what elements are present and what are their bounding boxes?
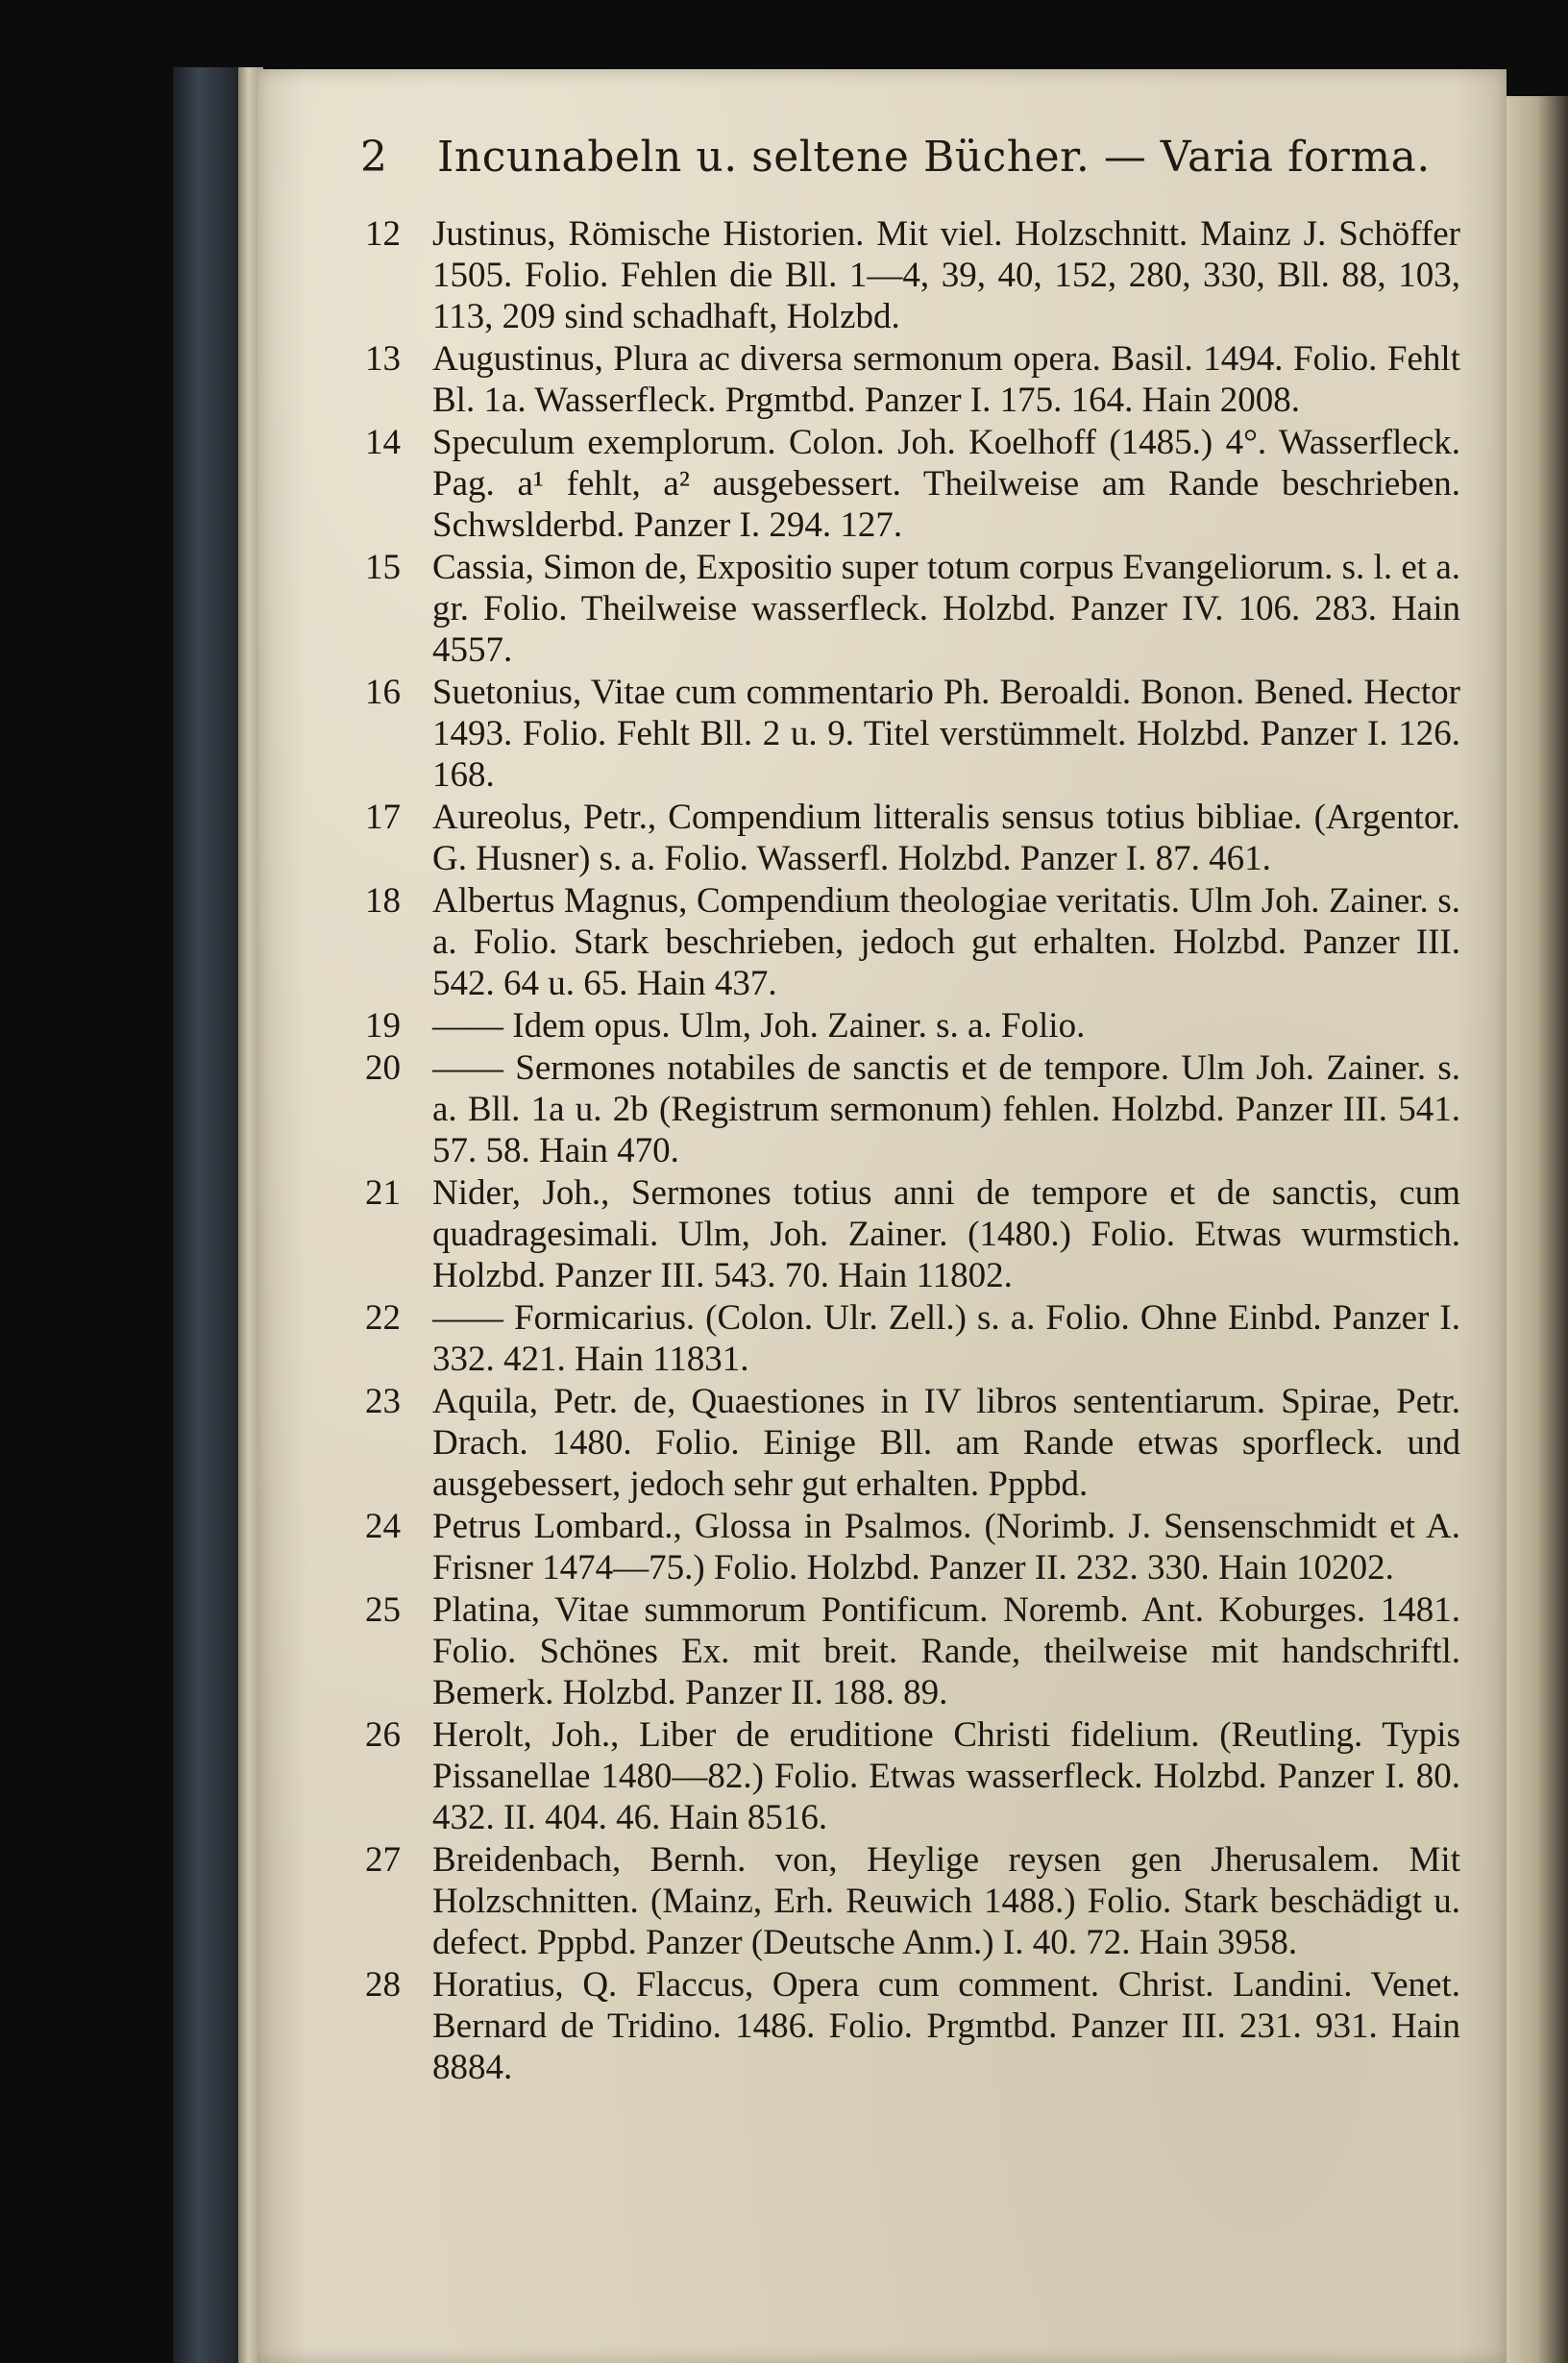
entry-number: 14 — [365, 423, 401, 462]
entry-text: Cassia, Simon de, Expositio super totum corpus Evangeliorum. s. l. et a. gr. Folio. Theilweise wasserfleck. Holzbd. Panzer IV. 106. 283. Hain 4557. — [432, 548, 1460, 670]
entry-number: 12 — [365, 214, 401, 254]
entry-text: Aquila, Petr. de, Quaestiones in IV libros sententiarum. Spirae, Petr. Drach. 1480. Folio. Einige Bll. am Rande etwas sporfleck. und ausgebessert, jedoch sehr gut erhalten. Pppbd. — [432, 1382, 1460, 1504]
catalog-entry — [365, 1297, 1460, 1380]
entry-number: 24 — [365, 1507, 401, 1546]
page-title: Incunabeln u. seltene Bücher. — Varia forma. — [437, 133, 1431, 182]
entry-number: 16 — [365, 673, 401, 712]
catalog-entry — [365, 1047, 1460, 1171]
catalog-entry — [365, 338, 1460, 421]
catalog-entry — [365, 1005, 1460, 1046]
entry-text: Justinus, Römische Historien. Mit viel. Holzschnitt. Mainz J. Schöffer 1505. Folio. Fehlen die Bll. 1—4, 39, 40, 152, 280, 330, Bll. 88, 103, 113, 209 sind schadhaft, Holzbd. — [432, 214, 1460, 336]
entry-text: Platina, Vitae summorum Pontificum. Noremb. Ant. Koburges. 1481. Folio. Schönes Ex. mit breit. Rande, theilweise mit handschriftl. Bemerk. Holzbd. Panzer II. 188. 89. — [432, 1590, 1460, 1712]
entry-number: 19 — [365, 1006, 401, 1046]
catalog-entry — [365, 1172, 1460, 1296]
running-header — [360, 133, 1436, 190]
entry-text: Augustinus, Plura ac diversa sermonum opera. Basil. 1494. Folio. Fehlt Bl. 1a. Wasserfleck. Prgmtbd. Panzer I. 175. 164. Hain 2008. — [432, 339, 1460, 420]
entry-text: Breidenbach, Bernh. von, Heylige reysen gen Jherusalem. Mit Holzschnitten. (Mainz, Erh. Reuwich 1488.) Folio. Stark beschädigt u. defect. Pppbd. Panzer (Deutsche Anm.) I. 40. 72. Hain 3958. — [432, 1840, 1460, 1962]
entry-number: 15 — [365, 548, 401, 587]
entry-number: 18 — [365, 881, 401, 921]
catalog-entry — [365, 1964, 1460, 2088]
entry-text: Horatius, Q. Flaccus, Opera cum comment. Christ. Landini. Venet. Bernard de Tridino. 1486. Folio. Prgmtbd. Panzer III. 231. 931. Hain 8884. — [432, 1965, 1460, 2087]
catalog-entry — [365, 1381, 1460, 1505]
page-stack-edge — [1507, 96, 1568, 2363]
catalog-entry — [365, 880, 1460, 1004]
entry-number: 26 — [365, 1715, 401, 1755]
entry-number: 20 — [365, 1048, 401, 1088]
entry-text: Petrus Lombard., Glossa in Psalmos. (Norimb. J. Sensenschmidt et A. Frisner 1474—75.) Folio. Holzbd. Panzer II. 232. 330. Hain 10202. — [432, 1507, 1460, 1588]
catalog-entry — [365, 1506, 1460, 1588]
entry-text: Suetonius, Vitae cum commentario Ph. Beroaldi. Bonon. Bened. Hector 1493. Folio. Fehlt Bll. 2 u. 9. Titel verstümmelt. Holzbd. Panzer I. 126. 168. — [432, 673, 1460, 795]
entry-number: 25 — [365, 1590, 401, 1630]
entry-text: Albertus Magnus, Compendium theologiae veritatis. Ulm Joh. Zainer. s. a. Folio. Stark beschrieben, jedoch gut erhalten. Holzbd. Panzer III. 542. 64 u. 65. Hain 437. — [432, 881, 1460, 1003]
catalog-entry — [365, 547, 1460, 671]
catalog-entry — [365, 797, 1460, 879]
entry-number: 23 — [365, 1382, 401, 1421]
catalog-entry — [365, 213, 1460, 337]
entry-text: Nider, Joh., Sermones totius anni de tempore et de sanctis, cum quadragesimali. Ulm, Joh. Zainer. (1480.) Folio. Etwas wurmstich. Holzbd. Panzer III. 543. 70. Hain 11802. — [432, 1173, 1460, 1295]
catalog-entry — [365, 1714, 1460, 1838]
catalog-entry — [365, 1839, 1460, 1963]
page-number: 2 — [360, 133, 387, 182]
entry-number: 27 — [365, 1840, 401, 1880]
entry-number: 22 — [365, 1298, 401, 1338]
entry-number: 28 — [365, 1965, 401, 2005]
catalog-entry — [365, 422, 1460, 546]
catalog-entry — [365, 1589, 1460, 1713]
entry-text: —— Formicarius. (Colon. Ulr. Zell.) s. a. Folio. Ohne Einbd. Panzer I. 332. 421. Hain 11831. — [432, 1298, 1460, 1379]
entry-text: —— Idem opus. Ulm, Joh. Zainer. s. a. Folio. — [432, 1006, 1086, 1046]
entry-number: 21 — [365, 1173, 401, 1213]
catalog-entry — [365, 672, 1460, 796]
catalog-entry-list — [365, 213, 1460, 2089]
entry-text: Aureolus, Petr., Compendium litteralis sensus totius bibliae. (Argentor. G. Husner) s. a. Folio. Wasserfl. Holzbd. Panzer I. 87. 461. — [432, 798, 1460, 878]
entry-text: Speculum exemplorum. Colon. Joh. Koelhoff (1485.) 4°. Wasserfleck. Pag. a¹ fehlt, a² ausgebessert. Theilweise am Rande beschrieben. Schwslderbd. Panzer I. 294. 127. — [432, 423, 1460, 545]
entry-number: 17 — [365, 798, 401, 837]
entry-number: 13 — [365, 339, 401, 379]
entry-text: —— Sermones notabiles de sanctis et de tempore. Ulm Joh. Zainer. s. a. Bll. 1a u. 2b (Registrum sermonum) fehlen. Holzbd. Panzer III. 541. 57. 58. Hain 470. — [432, 1048, 1460, 1170]
entry-text: Herolt, Joh., Liber de eruditione Christi fidelium. (Reutling. Typis Pissanellae 1480—82.) Folio. Etwas wasserfleck. Holzbd. Panzer I. 80. 432. II. 404. 46. Hain 8516. — [432, 1715, 1460, 1837]
